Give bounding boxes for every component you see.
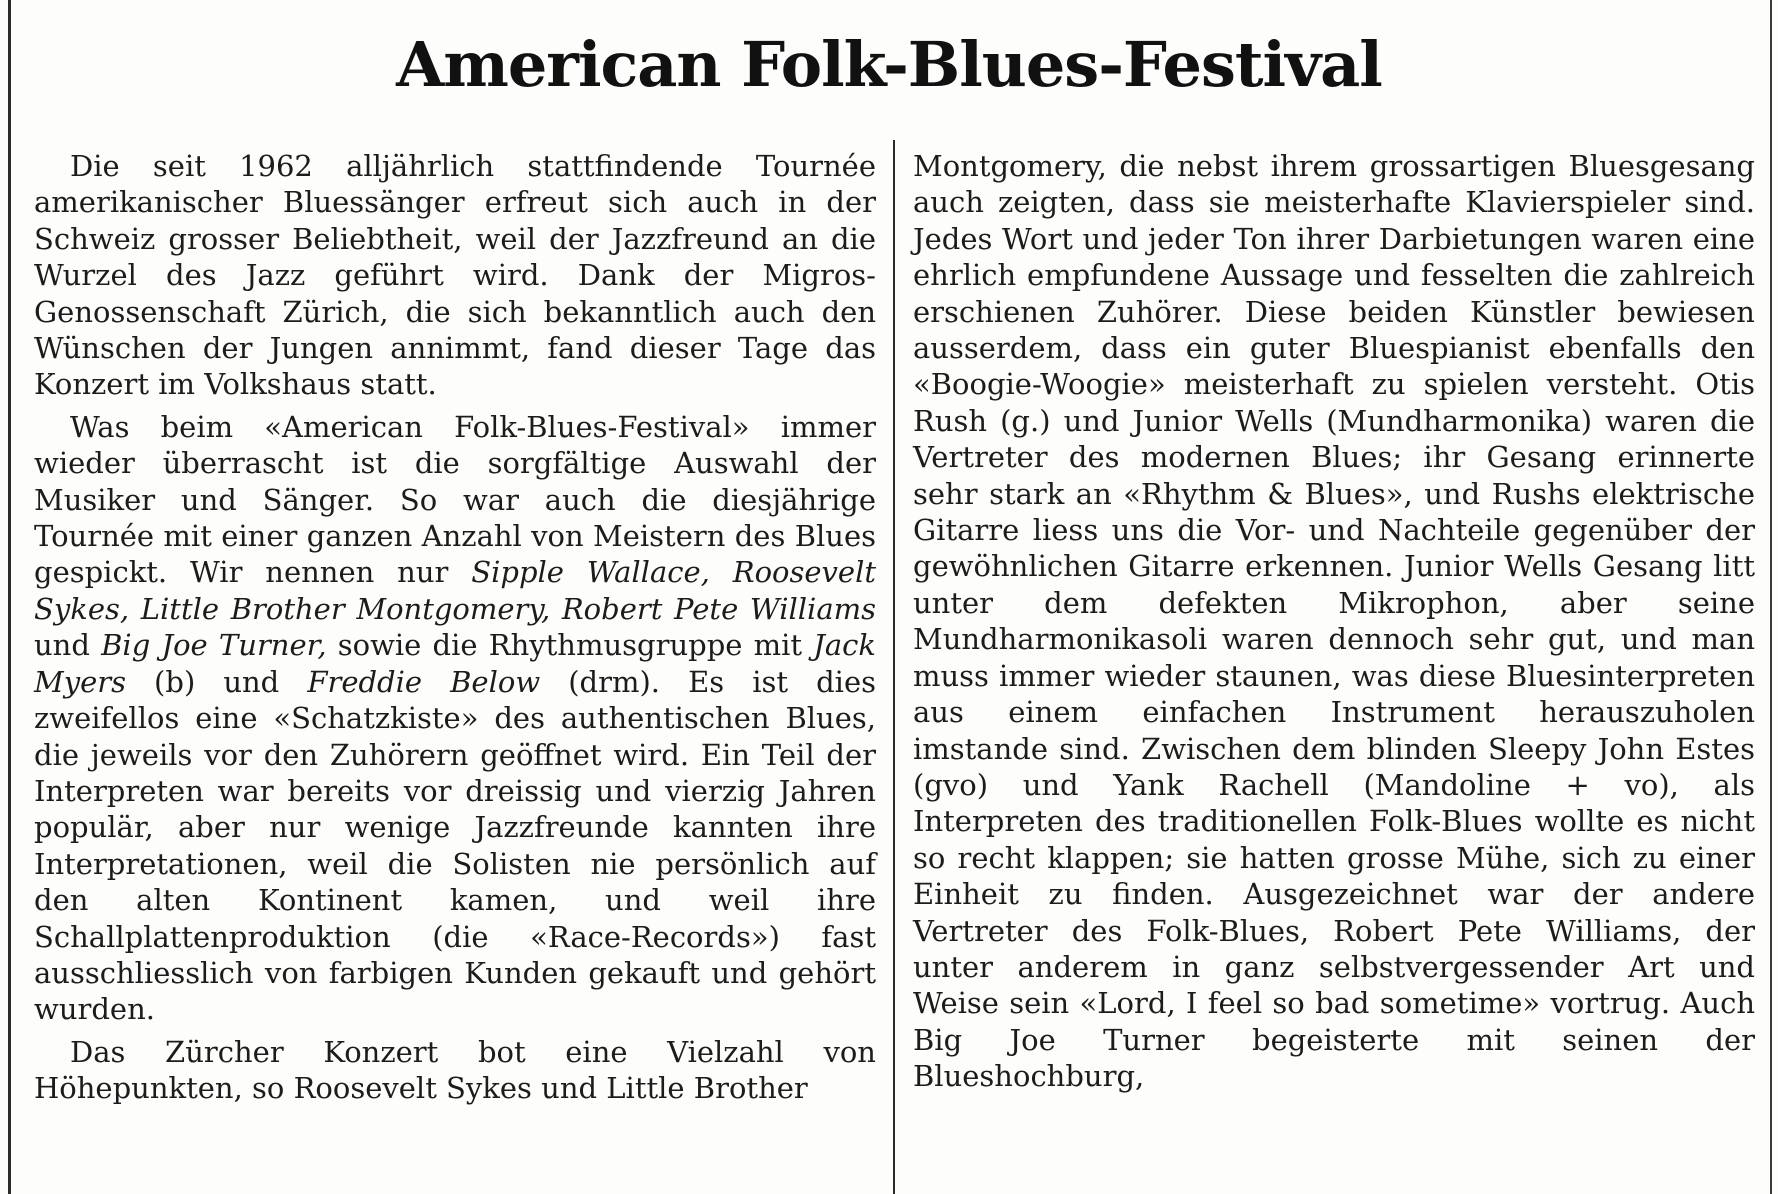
musician-names: Big Joe Turner, (101, 628, 327, 663)
paragraph-text: (b) und (125, 664, 308, 699)
right-column (913, 148, 1755, 1095)
right-border-line (1770, 0, 1772, 1194)
musician-names: Freddie Below (307, 664, 541, 699)
paragraph-text: sowie die Rhythmusgruppe mit (326, 628, 814, 663)
musician-names: Jack Myers (34, 628, 876, 699)
paragraph-text: Was beim «American Folk-Blues-Festival» immer wieder überrascht ist die sorgfältige Auswahl der Musiker und Sänger. So war auch die diesjährige Tournée mit einer ganzen Anzahl von Meistern des Blues gespickt. Wir nennen nur (34, 409, 876, 590)
article-title: American Folk-Blues-Festival (396, 28, 1382, 101)
paragraph-concert-continued: Montgomery, die nebst ihrem grossartigen Bluesgesang auch zeigten, dass sie meisterhafte Klavierspieler sind. Jedes Wort und jeder Ton ihrer Darbietungen waren eine ehrlich empfundene Aussage und fesselten die zahlreich erschienen Zuhörer. Diese beiden Künstler bewiesen ausserdem, dass ein guter Bluespianist ebenfalls den «Boogie-Woogie» meisterhaft zu spielen versteht. Otis Rush (g.) und Junior Wells (Mundharmonika) waren die Vertreter des modernen Blues; ihr Gesang erinnerte sehr stark an «Rhythm & Blues», und Rushs elektrische Gitarre liess uns die Vor- und Nachteile gegenüber der gewöhnlichen Gitarre erkennen. Junior Wells Gesang litt unter dem defekten Mikrophon, aber seine Mundharmonikasoli waren dennoch sehr gut, und man muss immer wieder staunen, was diese Bluesinterpreten aus einem einfachen Instrument herauszuholen imstande sind. Zwischen dem blinden Sleepy John Estes (gvo) und Yank Rachell (Mandoline + vo), als Interpreten des traditionellen Folk-Blues wollte es nicht so recht klappen; sie hatten grosse Mühe, sich zu einer Einheit zu finden. Ausgezeichnet war der andere Vertreter des Folk-Blues, Robert Pete Williams, der unter anderem in ganz selbstvergessender Art und Weise sein «Lord, I feel so bad sometime» vortrug. Auch Big Joe Turner begeisterte mit seinen der Blueshochburg, (913, 149, 1755, 1094)
musician-names: Sipple Wallace, Roosevelt Sykes, Little Brother Montgomery, Robert Pete Williams (34, 555, 876, 626)
paragraph-intro: Die seit 1962 alljährlich stattfindende Tournée amerikanischer Bluessänger erfreut sich auch in der Schweiz grosser Beliebtheit, weil der Jazzfreund an die Wurzel des Jazz geführt wird. Dank der Migros-Genossenschaft Zürich, die sich bekanntlich auch den Wünschen der Jungen annimmt, fand dieser Tage das Konzert im Volkshaus statt. (34, 149, 876, 402)
column-divider (893, 140, 895, 1194)
paragraph-text: (drm). Es ist dies zweifellos eine «Schatzkiste» des authentischen Blues, die jeweils vor den Zuhörern geöffnet wird. Ein Teil der Interpreten war bereits vor dreissig und vierzig Jahren populär, aber nur wenige Jazzfreunde kannten ihre Interpretationen, weil die Solisten nie persönlich auf den alten Kontinent kamen, und weil ihre Schallplattenproduktion (die «Race-Records») fast ausschliesslich von farbigen Kunden gekauft und gehört wurden. (34, 664, 876, 1027)
paragraph-text: und (34, 628, 102, 663)
left-column (34, 148, 876, 1113)
paragraph-concert: Das Zürcher Konzert bot eine Vielzahl von Höhepunkten, so Roosevelt Sykes und Little Brother (34, 1034, 876, 1106)
paragraph-musicians (34, 409, 876, 1028)
left-border-line (8, 0, 11, 1194)
